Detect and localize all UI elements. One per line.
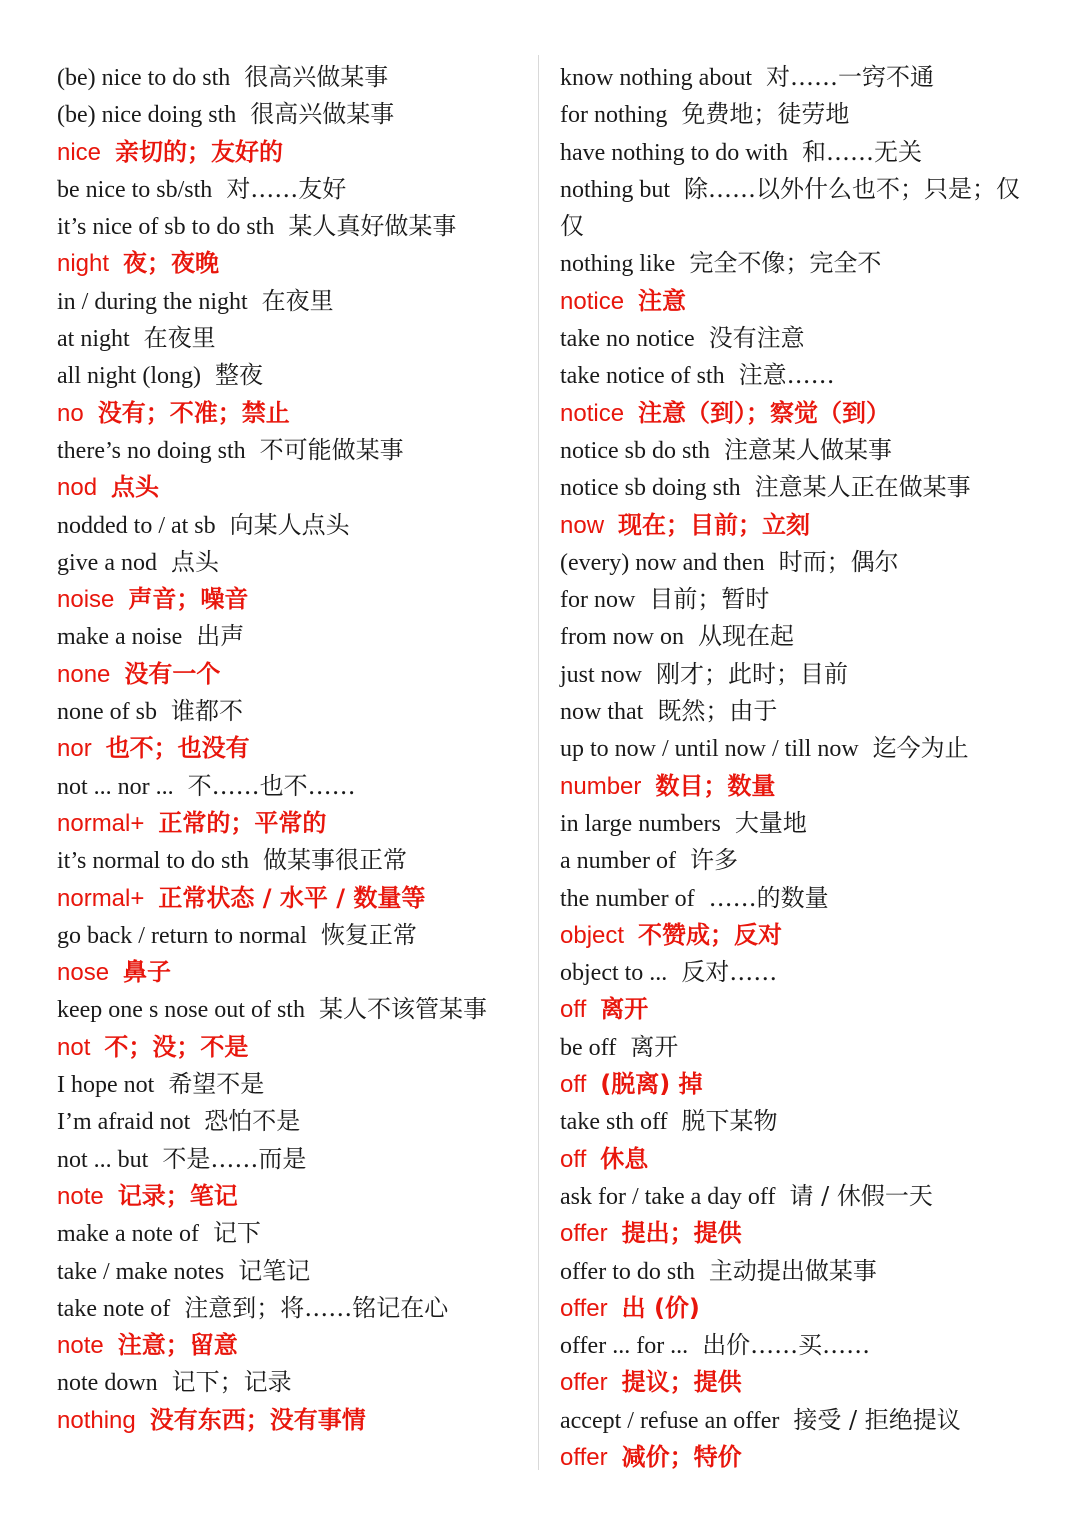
phrase-entry bbox=[560, 1253, 1030, 1290]
phrase-entry bbox=[57, 432, 527, 469]
phrase-english: object to ... bbox=[560, 960, 668, 987]
phrase-chinese: 不可能做某事 bbox=[259, 435, 404, 464]
phrase-entry bbox=[560, 544, 1030, 581]
phrase-chinese: 记下 bbox=[212, 1219, 261, 1248]
phrase-english: at night bbox=[57, 326, 130, 353]
headword-english: no bbox=[57, 399, 84, 427]
phrase-entry bbox=[560, 1029, 1030, 1066]
headword-english: offer bbox=[560, 1369, 608, 1397]
phrase-chinese: 在夜里 bbox=[143, 324, 216, 353]
phrase-english: from now on bbox=[560, 624, 684, 651]
headword-chinese: 没有；不准；禁止 bbox=[97, 398, 290, 427]
phrase-chinese: 注意某人做某事 bbox=[724, 435, 892, 464]
headword-entry bbox=[560, 1141, 1030, 1178]
headword-english: notice bbox=[560, 399, 625, 427]
headword-english: none bbox=[57, 660, 111, 688]
headword-entry bbox=[57, 1402, 527, 1439]
phrase-english: take no notice bbox=[560, 326, 695, 353]
phrase-chinese: 对……友好 bbox=[226, 174, 347, 203]
phrase-english: the number of bbox=[560, 885, 695, 912]
headword-english: nod bbox=[57, 474, 98, 502]
phrase-chinese: 目前；暂时 bbox=[649, 585, 770, 614]
phrase-entry bbox=[560, 357, 1030, 394]
phrase-english: know nothing about bbox=[560, 65, 752, 91]
headword-entry bbox=[560, 1290, 1030, 1327]
left-column bbox=[57, 59, 527, 1439]
phrase-chinese: 没有注意 bbox=[708, 324, 805, 353]
phrase-english: (be) nice doing sth bbox=[57, 102, 237, 129]
phrase-english: it’s normal to do sth bbox=[57, 848, 249, 875]
phrase-entry bbox=[560, 954, 1030, 991]
phrase-chinese: 免费地；徒劳地 bbox=[681, 100, 850, 129]
headword-english: not bbox=[57, 1033, 91, 1061]
phrase-chinese: 不……也不…… bbox=[187, 771, 356, 800]
headword-english: note bbox=[57, 1182, 104, 1210]
headword-english: offer bbox=[560, 1294, 608, 1322]
phrase-chinese: 除……以外什么也不；只是；仅仅 bbox=[560, 174, 1021, 241]
phrase-english: make a note of bbox=[57, 1221, 199, 1248]
headword-entry bbox=[57, 469, 527, 506]
phrase-entry bbox=[560, 134, 1030, 171]
phrase-entry bbox=[560, 730, 1030, 767]
phrase-english: up to now / until now / till now bbox=[560, 736, 859, 763]
phrase-english: in large numbers bbox=[560, 810, 721, 837]
phrase-english: nothing like bbox=[560, 251, 676, 278]
phrase-entry bbox=[560, 880, 1030, 917]
phrase-chinese: 出声 bbox=[196, 622, 245, 651]
headword-chinese: 不赞成；反对 bbox=[638, 920, 783, 949]
phrase-chinese: 脱下某物 bbox=[681, 1107, 778, 1136]
phrase-english: I’m afraid not bbox=[57, 1109, 191, 1136]
phrase-chinese: 时而；偶尔 bbox=[778, 547, 899, 576]
phrase-chinese: 向某人点头 bbox=[229, 510, 350, 539]
headword-entry bbox=[560, 1215, 1030, 1252]
phrase-entry bbox=[57, 991, 527, 1028]
phrase-chinese: 某人真好做某事 bbox=[288, 212, 457, 241]
phrase-chinese: 记下；记录 bbox=[171, 1368, 292, 1397]
phrase-chinese: 很高兴做某事 bbox=[244, 63, 389, 91]
phrase-english: all night (long) bbox=[57, 363, 201, 390]
phrase-entry bbox=[57, 1141, 527, 1178]
phrase-chinese: 大量地 bbox=[734, 808, 807, 837]
phrase-entry bbox=[560, 59, 1030, 96]
phrase-entry bbox=[57, 768, 527, 805]
phrase-english: offer ... for ... bbox=[560, 1333, 689, 1360]
headword-english: offer bbox=[560, 1220, 608, 1248]
headword-chinese: 注意（到）；察觉（到） bbox=[638, 398, 891, 427]
phrase-entry bbox=[560, 805, 1030, 842]
phrase-english: make a noise bbox=[57, 624, 183, 651]
headword-english: notice bbox=[560, 287, 625, 315]
phrase-chinese: 希望不是 bbox=[168, 1070, 265, 1099]
headword-english: nothing bbox=[57, 1406, 136, 1434]
phrase-english: I hope not bbox=[57, 1072, 155, 1099]
phrase-english: accept / refuse an offer bbox=[560, 1407, 780, 1434]
phrase-english: take notice of sth bbox=[560, 363, 725, 390]
phrase-chinese: 注意…… bbox=[738, 361, 835, 390]
phrase-english: (be) nice to do sth bbox=[57, 65, 231, 91]
headword-entry bbox=[57, 1327, 527, 1364]
phrase-entry bbox=[57, 842, 527, 879]
phrase-english: go back / return to normal bbox=[57, 922, 307, 949]
headword-english: off bbox=[560, 1145, 587, 1173]
headword-entry bbox=[57, 954, 527, 991]
headword-entry bbox=[560, 283, 1030, 320]
headword-chinese: 注意；留意 bbox=[117, 1331, 238, 1360]
headword-chinese: 没有一个 bbox=[124, 659, 221, 688]
headword-chinese: 正常的；平常的 bbox=[158, 808, 327, 837]
phrase-english: nodded to / at sb bbox=[57, 512, 216, 539]
phrase-entry bbox=[57, 1253, 527, 1290]
phrase-english: there’s no doing sth bbox=[57, 437, 246, 464]
phrase-chinese: ……的数量 bbox=[708, 883, 829, 912]
phrase-english: it’s nice of sb to do sth bbox=[57, 214, 275, 241]
headword-english: night bbox=[57, 250, 110, 278]
phrase-chinese: 出价……买…… bbox=[702, 1331, 871, 1360]
phrase-entry bbox=[57, 320, 527, 357]
headword-english: nice bbox=[57, 138, 102, 166]
phrase-chinese: 记笔记 bbox=[238, 1256, 311, 1285]
phrase-entry bbox=[560, 1327, 1030, 1364]
phrase-entry bbox=[57, 1215, 527, 1252]
phrase-english: take / make notes bbox=[57, 1258, 225, 1285]
phrase-chinese: 和……无关 bbox=[801, 137, 922, 166]
headword-entry bbox=[57, 1029, 527, 1066]
phrase-chinese: 不是……而是 bbox=[162, 1144, 307, 1173]
headword-english: nor bbox=[57, 735, 92, 763]
headword-entry bbox=[560, 1066, 1030, 1103]
phrase-english: notice sb doing sth bbox=[560, 475, 741, 502]
phrase-entry bbox=[57, 618, 527, 655]
phrase-english: just now bbox=[560, 661, 643, 688]
phrase-entry bbox=[57, 507, 527, 544]
phrase-english: nothing but bbox=[560, 176, 671, 203]
phrase-chinese: 恐怕不是 bbox=[204, 1107, 301, 1136]
headword-chinese: 正常状态 / 水平 / 数量等 bbox=[158, 883, 426, 912]
phrase-english: for nothing bbox=[560, 102, 668, 129]
phrase-entry bbox=[57, 917, 527, 954]
phrase-entry bbox=[57, 544, 527, 581]
phrase-english: (every) now and then bbox=[560, 549, 765, 576]
phrase-chinese: 某人不该管某事 bbox=[318, 995, 487, 1024]
phrase-chinese: 点头 bbox=[170, 547, 219, 576]
phrase-english: for now bbox=[560, 587, 636, 614]
phrase-chinese: 完全不像；完全不 bbox=[689, 249, 882, 278]
phrase-english: be nice to sb/sth bbox=[57, 176, 213, 203]
phrase-english: in / during the night bbox=[57, 288, 248, 315]
phrase-chinese: 做某事很正常 bbox=[263, 846, 407, 875]
phrase-entry bbox=[560, 320, 1030, 357]
phrase-chinese: 反对…… bbox=[681, 958, 778, 987]
phrase-chinese: 谁都不 bbox=[170, 697, 243, 726]
phrase-chinese: 刚才；此时；目前 bbox=[656, 659, 849, 688]
headword-entry bbox=[57, 730, 527, 767]
headword-chinese: 休息 bbox=[600, 1144, 649, 1173]
headword-chinese: 离开 bbox=[600, 995, 649, 1024]
phrase-chinese: 注意到；将……铭记在心 bbox=[184, 1293, 449, 1322]
phrase-entry bbox=[57, 1364, 527, 1401]
headword-chinese: 不；没；不是 bbox=[104, 1032, 249, 1061]
headword-chinese: 注意 bbox=[638, 286, 687, 315]
phrase-entry bbox=[560, 469, 1030, 506]
phrase-english: give a nod bbox=[57, 549, 157, 576]
phrase-english: take note of bbox=[57, 1295, 171, 1322]
headword-chinese: 数目；数量 bbox=[655, 771, 776, 800]
phrase-english: now that bbox=[560, 699, 644, 726]
phrase-entry bbox=[560, 171, 1030, 246]
phrase-entry bbox=[560, 581, 1030, 618]
headword-entry bbox=[560, 1364, 1030, 1401]
headword-english: now bbox=[560, 511, 605, 539]
phrase-entry bbox=[57, 693, 527, 730]
headword-chinese: 提出；提供 bbox=[621, 1219, 742, 1248]
headword-entry bbox=[57, 134, 527, 171]
phrase-entry bbox=[560, 1402, 1030, 1439]
phrase-entry bbox=[560, 693, 1030, 730]
headword-english: offer bbox=[560, 1443, 608, 1471]
phrase-chinese: 在夜里 bbox=[261, 286, 334, 315]
phrase-chinese: 恢复正常 bbox=[320, 920, 417, 949]
phrase-chinese: 迄今为止 bbox=[872, 734, 969, 763]
phrase-english: be off bbox=[560, 1034, 617, 1061]
headword-english: note bbox=[57, 1332, 104, 1360]
headword-entry bbox=[560, 507, 1030, 544]
phrase-entry bbox=[560, 96, 1030, 133]
headword-chinese: 提议；提供 bbox=[621, 1368, 742, 1397]
phrase-english: none of sb bbox=[57, 699, 157, 726]
right-column bbox=[560, 59, 1030, 1476]
headword-chinese: 出 (价) bbox=[621, 1293, 700, 1322]
headword-entry bbox=[560, 768, 1030, 805]
phrase-entry bbox=[57, 357, 527, 394]
headword-english: off bbox=[560, 996, 587, 1024]
phrase-chinese: 离开 bbox=[630, 1032, 679, 1061]
headword-entry bbox=[57, 581, 527, 618]
phrase-chinese: 注意某人正在做某事 bbox=[754, 473, 971, 502]
headword-entry bbox=[57, 805, 527, 842]
headword-chinese: 声音；噪音 bbox=[128, 585, 249, 614]
headword-english: nose bbox=[57, 959, 110, 987]
phrase-chinese: 请 / 休假一天 bbox=[789, 1181, 933, 1210]
phrase-chinese: 对……一窍不通 bbox=[766, 63, 934, 91]
phrase-entry bbox=[560, 245, 1030, 282]
headword-chinese: 没有东西；没有事情 bbox=[149, 1405, 366, 1434]
headword-chinese: 记录；笔记 bbox=[117, 1181, 238, 1210]
headword-english: off bbox=[560, 1071, 587, 1099]
headword-entry bbox=[57, 1178, 527, 1215]
headword-english: number bbox=[560, 772, 642, 800]
phrase-entry bbox=[560, 432, 1030, 469]
headword-chinese: 点头 bbox=[111, 473, 160, 502]
phrase-entry bbox=[560, 842, 1030, 879]
headword-entry bbox=[57, 245, 527, 282]
headword-english: noise bbox=[57, 586, 115, 614]
phrase-chinese: 从现在起 bbox=[697, 622, 794, 651]
phrase-entry bbox=[57, 283, 527, 320]
phrase-chinese: 整夜 bbox=[214, 361, 263, 390]
phrase-chinese: 许多 bbox=[689, 846, 738, 875]
headword-chinese: 夜；夜晚 bbox=[123, 249, 220, 278]
phrase-entry bbox=[57, 59, 527, 96]
phrase-entry bbox=[560, 1178, 1030, 1215]
column-divider bbox=[538, 55, 539, 1470]
phrase-english: offer to do sth bbox=[560, 1258, 695, 1285]
headword-english: object bbox=[560, 921, 625, 949]
headword-english: normal+ bbox=[57, 884, 145, 912]
phrase-entry bbox=[57, 96, 527, 133]
phrase-entry bbox=[57, 171, 527, 208]
headword-entry bbox=[560, 917, 1030, 954]
headword-entry bbox=[560, 395, 1030, 432]
phrase-english: take sth off bbox=[560, 1109, 668, 1136]
headword-entry bbox=[57, 880, 527, 917]
headword-chinese: 亲切的；友好的 bbox=[115, 137, 284, 166]
headword-chinese: 现在；目前；立刻 bbox=[618, 510, 811, 539]
phrase-english: not ... nor ... bbox=[57, 773, 174, 800]
phrase-entry bbox=[57, 1066, 527, 1103]
phrase-chinese: 主动提出做某事 bbox=[708, 1256, 877, 1285]
phrase-entry bbox=[57, 1290, 527, 1327]
phrase-english: keep one s nose out of sth bbox=[57, 997, 305, 1024]
headword-english: normal+ bbox=[57, 809, 145, 837]
headword-chinese: 减价；特价 bbox=[621, 1442, 742, 1471]
phrase-entry bbox=[57, 1103, 527, 1140]
phrase-english: have nothing to do with bbox=[560, 139, 788, 166]
phrase-entry bbox=[57, 208, 527, 245]
headword-entry bbox=[560, 1439, 1030, 1476]
phrase-english: a number of bbox=[560, 848, 676, 875]
headword-chinese: 也不；也没有 bbox=[105, 734, 250, 763]
phrase-english: not ... but bbox=[57, 1146, 149, 1173]
phrase-entry bbox=[560, 656, 1030, 693]
phrase-chinese: 接受 / 拒绝提议 bbox=[793, 1405, 961, 1434]
headword-entry bbox=[57, 395, 527, 432]
phrase-english: note down bbox=[57, 1370, 158, 1397]
phrase-english: notice sb do sth bbox=[560, 437, 710, 464]
phrase-entry bbox=[560, 1103, 1030, 1140]
phrase-chinese: 很高兴做某事 bbox=[250, 100, 395, 129]
phrase-chinese: 既然；由于 bbox=[657, 697, 778, 726]
headword-entry bbox=[560, 991, 1030, 1028]
headword-entry bbox=[57, 656, 527, 693]
phrase-english: ask for / take a day off bbox=[560, 1183, 776, 1210]
phrase-entry bbox=[560, 618, 1030, 655]
headword-chinese: 鼻子 bbox=[123, 958, 172, 987]
headword-chinese: (脱离) 掉 bbox=[600, 1070, 703, 1099]
